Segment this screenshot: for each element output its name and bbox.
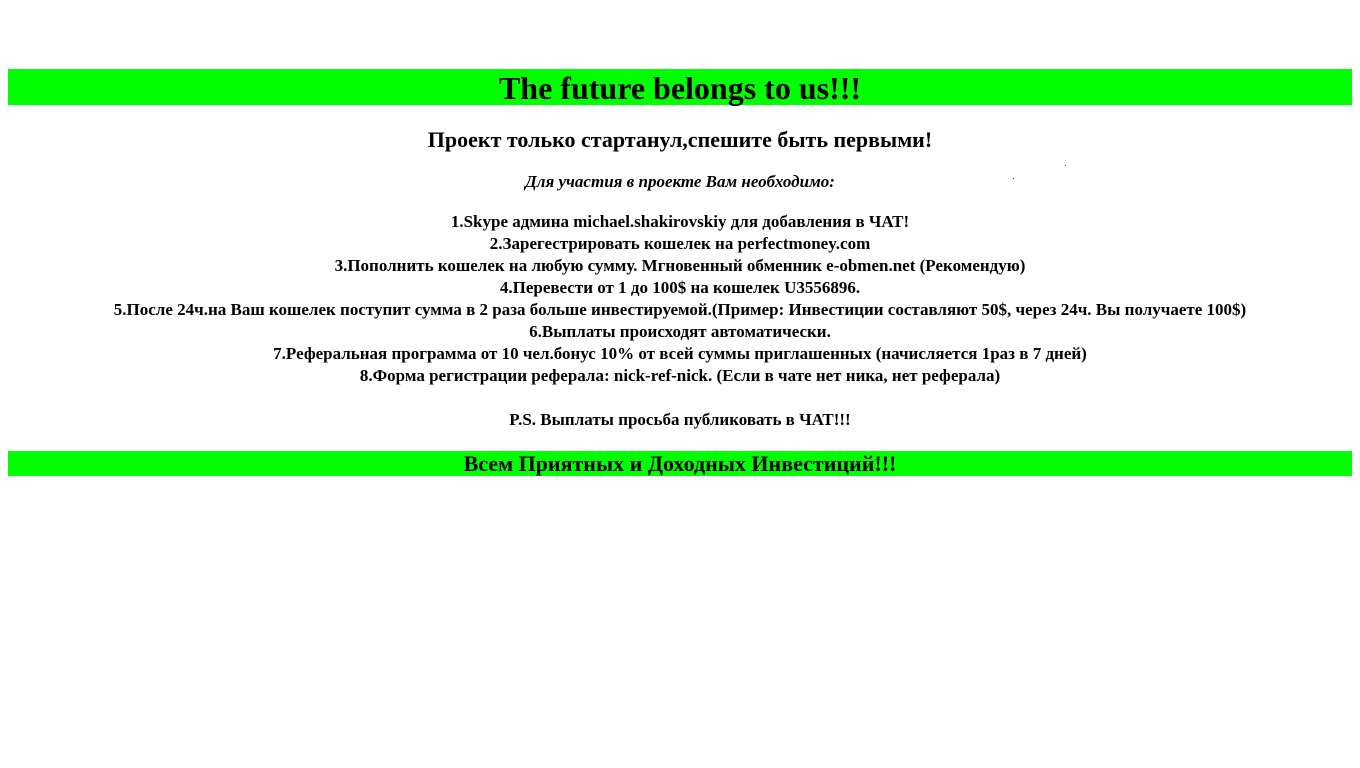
header-title: The future belongs to us!!!	[498, 70, 862, 106]
step-item: 2.Зарегестрировать кошелек на perfectmoney.com	[489, 234, 871, 253]
step-item: 6.Выплаты происходят автоматически.	[529, 322, 831, 341]
header-banner	[8, 69, 1352, 105]
footer-banner	[8, 451, 1352, 476]
step-item: 1.Skype админа michael.shakirovskiy для добавления в ЧАТ!	[450, 212, 910, 231]
intro-text: Для участия в проекте Вам необходимо:	[525, 172, 835, 191]
stray-dot	[1013, 178, 1014, 179]
step-item: 3.Пополнить кошелек на любую сумму. Мгновенный обменник e-obmen.net (Рекомендую)	[334, 256, 1026, 275]
stray-dot	[1065, 165, 1066, 166]
subtitle: Проект только стартанул,спешите быть первыми!	[427, 127, 933, 152]
steps-list	[0, 211, 1360, 387]
step-item: 8.Форма регистрации реферала: nick-ref-nick. (Если в чате нет ника, нет реферала)	[359, 366, 1001, 385]
step-item: 7.Реферальная программа от 10 чел.бонус 10% от всей суммы приглашенных (начисляется 1раз в 7 дней)	[273, 344, 1087, 363]
step-item: 4.Перевести от 1 до 100$ на кошелек U3556896.	[499, 278, 861, 297]
footer-title: Всем Приятных и Доходных Инвестиций!!!	[463, 451, 897, 476]
ps-note: P.S. Выплаты просьба публиковать в ЧАТ!!!	[509, 410, 851, 429]
step-item: 5.После 24ч.на Ваш кошелек поступит сумма в 2 раза больше инвестируемой.(Пример: Инвестиции составляют 50$, через 24ч. Вы получаете 100$)	[113, 300, 1247, 319]
